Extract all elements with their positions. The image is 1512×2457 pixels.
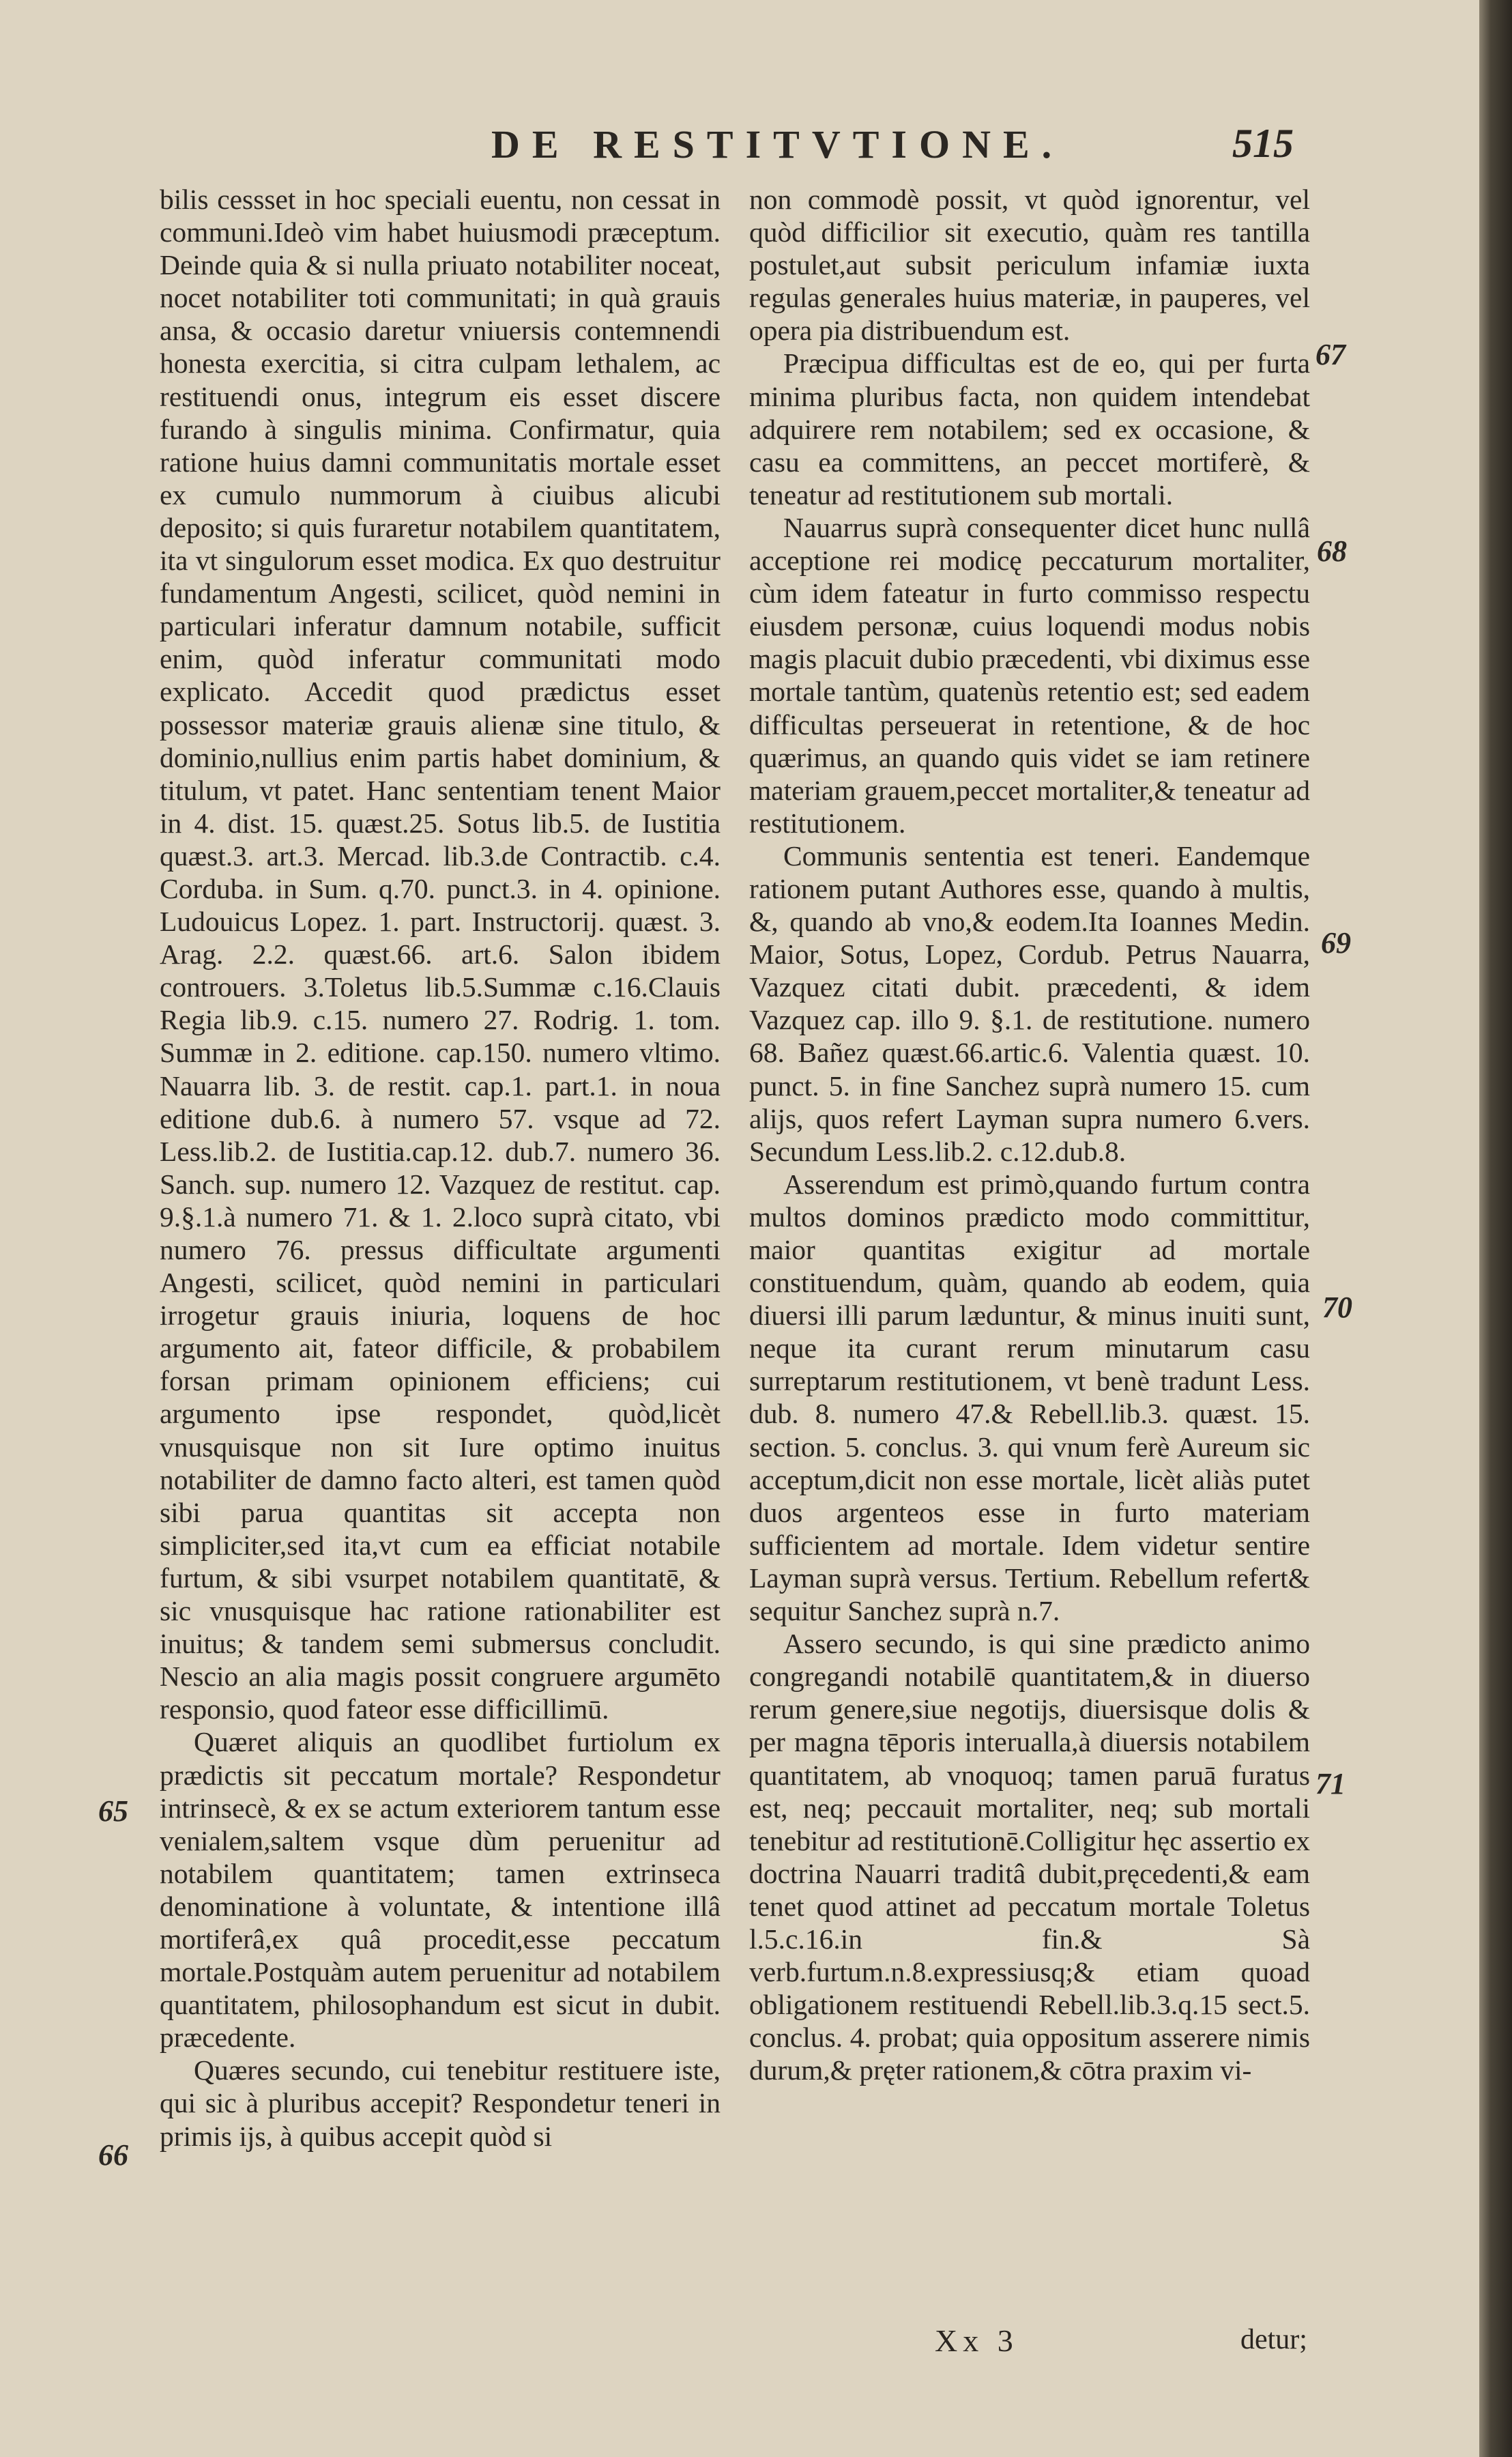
paragraph: bilis cessset in hoc speciali euentu, non cessat in communi.Ideò vim habet huiusmodi præceptum. Deinde quia & si nulla priuato notabiliter noceat, nocet notabiliter toti communitati; in quà grauis ansa, & occasio daretur vniuersis contemnendi honesta exercitia, si citra culpam lethalem, ac restituendi onus, integrum eis esset discere furando à singulis minima. Confirmatur, quia ratione huius damni communitatis mortale esset ex cumulo nummorum à ciuibus alicubi deposito; si quis furaretur notabilem quantitatem, ita vt singulorum esset modica. Ex quo destruitur fundamentum Angesti, scilicet, quòd nemini in particulari inferatur damnum notabile, sufficit enim, quòd inferatur communitati modo explicato. Accedit quod prædictus esset possessor materiæ grauis alienæ sine titulo, & dominio,nullius enim partis habet dominium, & titulum, vt patet. Hanc sententiam tenent Maior in 4. dist. 15. quæst.25. Sotus lib.5. de Iustitia quæst.3. art.3. Mercad. lib.3.de Contractib. c.4. Corduba. in Sum. q.70. punct.3. in 4. opinione. Ludouicus Lopez. 1. part. Instructorij. quæst. 3. Arag. 2.2. quæst.66. art.6. Salon ibidem controuers. 3.Toletus lib.5.Summæ c.16.Clauis Regia lib.9. c.15. numero 27. Rodrig. 1. tom. Summæ in 2. editione. cap.150. numero vltimo. Nauarra lib. 3. de restit. cap.1. part.1. in noua editione dub.6. à numero 57. vsque ad 72. Less.lib.2. de Iustitia.cap.12. dub.7. numero 36. Sanch. sup. numero 12. Vazquez de restitut. cap. 9.§.1.à numero 71. & 1. 2.loco suprà citato, vbi numero 76. pressus difficultate argumenti Angesti, scilicet, quòd nemini in particulari irrogetur grauis iniuria, loquens de hoc argumento ait, fateor difficile, & probabilem forsan primam opinionem efficiens; cui argumento ipse respondet, quòd,licèt vnusquisque non sit Iure optimo inuitus notabiliter de damno facto alteri, est tamen quòd sibi parua quantitas sit accepta non simpliciter,sed ita,vt cum ea efficiat notabile furtum, & sibi vsurpet notabilem quantitatē, & sic vnusquisque hac ratione rationabiliter est inuitus; & tandem semi submersus concludit. Nescio an alia magis possit congruere argumēto responsio, quod fateor esse difficillimū.: [160, 184, 721, 1725]
paragraph: Communis sententia est teneri. Eandemque rationem putant Authores esse, quando à multis, &, quando ab vno,& eodem.Ita Ioannes Medin. Maior, Sotus, Lopez, Cordub. Petrus Nauarra, Vazquez citati dubit. præcedenti, & idem Vazquez cap. illo 9. §.1. de restitutione. numero 68. Bañez quæst.66.artic.6. Valentia quæst. 10. punct. 5. in fine Sanchez suprà numero 15. cum alijs, quos refert Layman supra numero 6.vers. Secundum Less.lib.2. c.12.dub.8.: [749, 839, 1310, 1167]
paragraph: Asserendum est primò,quando furtum contra multos dominos prædicto modo committitur, maior quantitas exigitur ad mortale constituendum, quàm, quando ab eodem, quia diuersi illi parum læduntur, & minus inuiti sunt, neque ita curant rerum minutarum casu surreptarum restitutionem, vt benè tradunt Less. dub. 8. numero 47.& Rebell.lib.3. quæst. 15. section. 5. conclus. 3. qui vnum ferè Aureum sic acceptum,dicit non esse mortale, licèt aliàs putet duos argenteos esse in furto materiam sufficientem ad mortale. Idem videtur sentire Layman suprà versus. Tertium. Rebellum refert& sequitur Sanchez suprà n.7.: [749, 1168, 1310, 1627]
margin-note: 69: [1321, 926, 1351, 960]
paragraph: Quæret aliquis an quodlibet furtiolum ex prædictis sit peccatum mortale? Respondetur intrinsecè, & ex se actum exteriorem tantum esse venialem,saltem vsque dùm peruenitur ad notabilem quantitatem; tamen extrinseca denominatione à voluntate, & intentione illâ mortiferâ,ex quâ procedit,esse peccatum mortale.Postquàm autem peruenitur ad notabilem quantitatem, philosophandum est sicut in dubit. præcedente.: [160, 1726, 721, 2054]
right-text-column: [749, 183, 1310, 2086]
signature-mark: Xx 3: [935, 2323, 1019, 2358]
paragraph: Quæres secundo, cui tenebitur restituere iste, qui sic à pluribus accepit? Respondetur teneri in primis ijs, à quibus accepit quòd si: [160, 2054, 721, 2152]
margin-note: 71: [1315, 1767, 1346, 1800]
paragraph: Assero secundo, is qui sine prædicto animo congregandi notabilē quantitatem,& in diuerso rerum genere,siue negotijs, diuersisque dolis & per magna tēporis interualla,à diuersis notabilem quantitatem, ab vnoquoq; tamen paruā furatus est, neq; peccauit mortaliter, neq; sub mortali tenebitur ad restitutionē.Colligitur hęc assertio ex doctrina Nauarri traditâ dubit,pręcedenti,& eam tenet quod attinet ad peccatum mortale Toletus l.5.c.16.in fin.& Sà verb.furtum.n.8.expressiusq;& etiam quoad obligationem restituendi Rebell.lib.3.q.15 sect.5. conclus. 4. probat; quia oppositum asserere nimis durum,& pręter rationem,& cōtra praxim vi-: [749, 1628, 1310, 2086]
left-text-column: [160, 183, 721, 2153]
margin-note: 67: [1315, 338, 1346, 371]
page-number: 515: [1232, 121, 1294, 166]
paragraph: non commodè possit, vt quòd ignorentur, vel quòd difficilior sit executio, quàm res tantilla postulet,aut subsit periculum infamiæ iuxta regulas generales huius materiæ, in pauperes, vel opera pia distribuendum est.: [749, 184, 1310, 347]
margin-note: 66: [98, 2138, 128, 2172]
page-edge: [1479, 0, 1512, 2457]
paragraph: Præcipua difficultas est de eo, qui per furta minima pluribus facta, non quidem intendebat adquirere rem notabilem; sed ex occasione, & casu ea committens, an peccet mortiferè, & teneatur ad restitutionem sub mortali.: [749, 347, 1310, 511]
margin-note: 70: [1322, 1291, 1352, 1324]
catchword: detur;: [1240, 2324, 1307, 2355]
paragraph: Nauarrus suprà consequenter dicet hunc nullâ acceptione rei modicę peccaturum mortaliter, cùm idem fateatur in furto commisso respectu eiusdem personæ, cuius loquendi modus nobis magis placuit dubio præcedenti, vbi diximus esse mortale tantùm, quatenùs retentio est; sed eadem difficultas perseuerat in retentione, & de hoc quærimus, an quando quis videt se iam retinere materiam grauem,peccet mortaliter,& teneatur ad restitutionem.: [749, 511, 1310, 839]
margin-note: 68: [1317, 534, 1347, 568]
margin-note: 65: [98, 1794, 128, 1828]
running-head: DE RESTITVTIONE.: [491, 122, 1064, 167]
